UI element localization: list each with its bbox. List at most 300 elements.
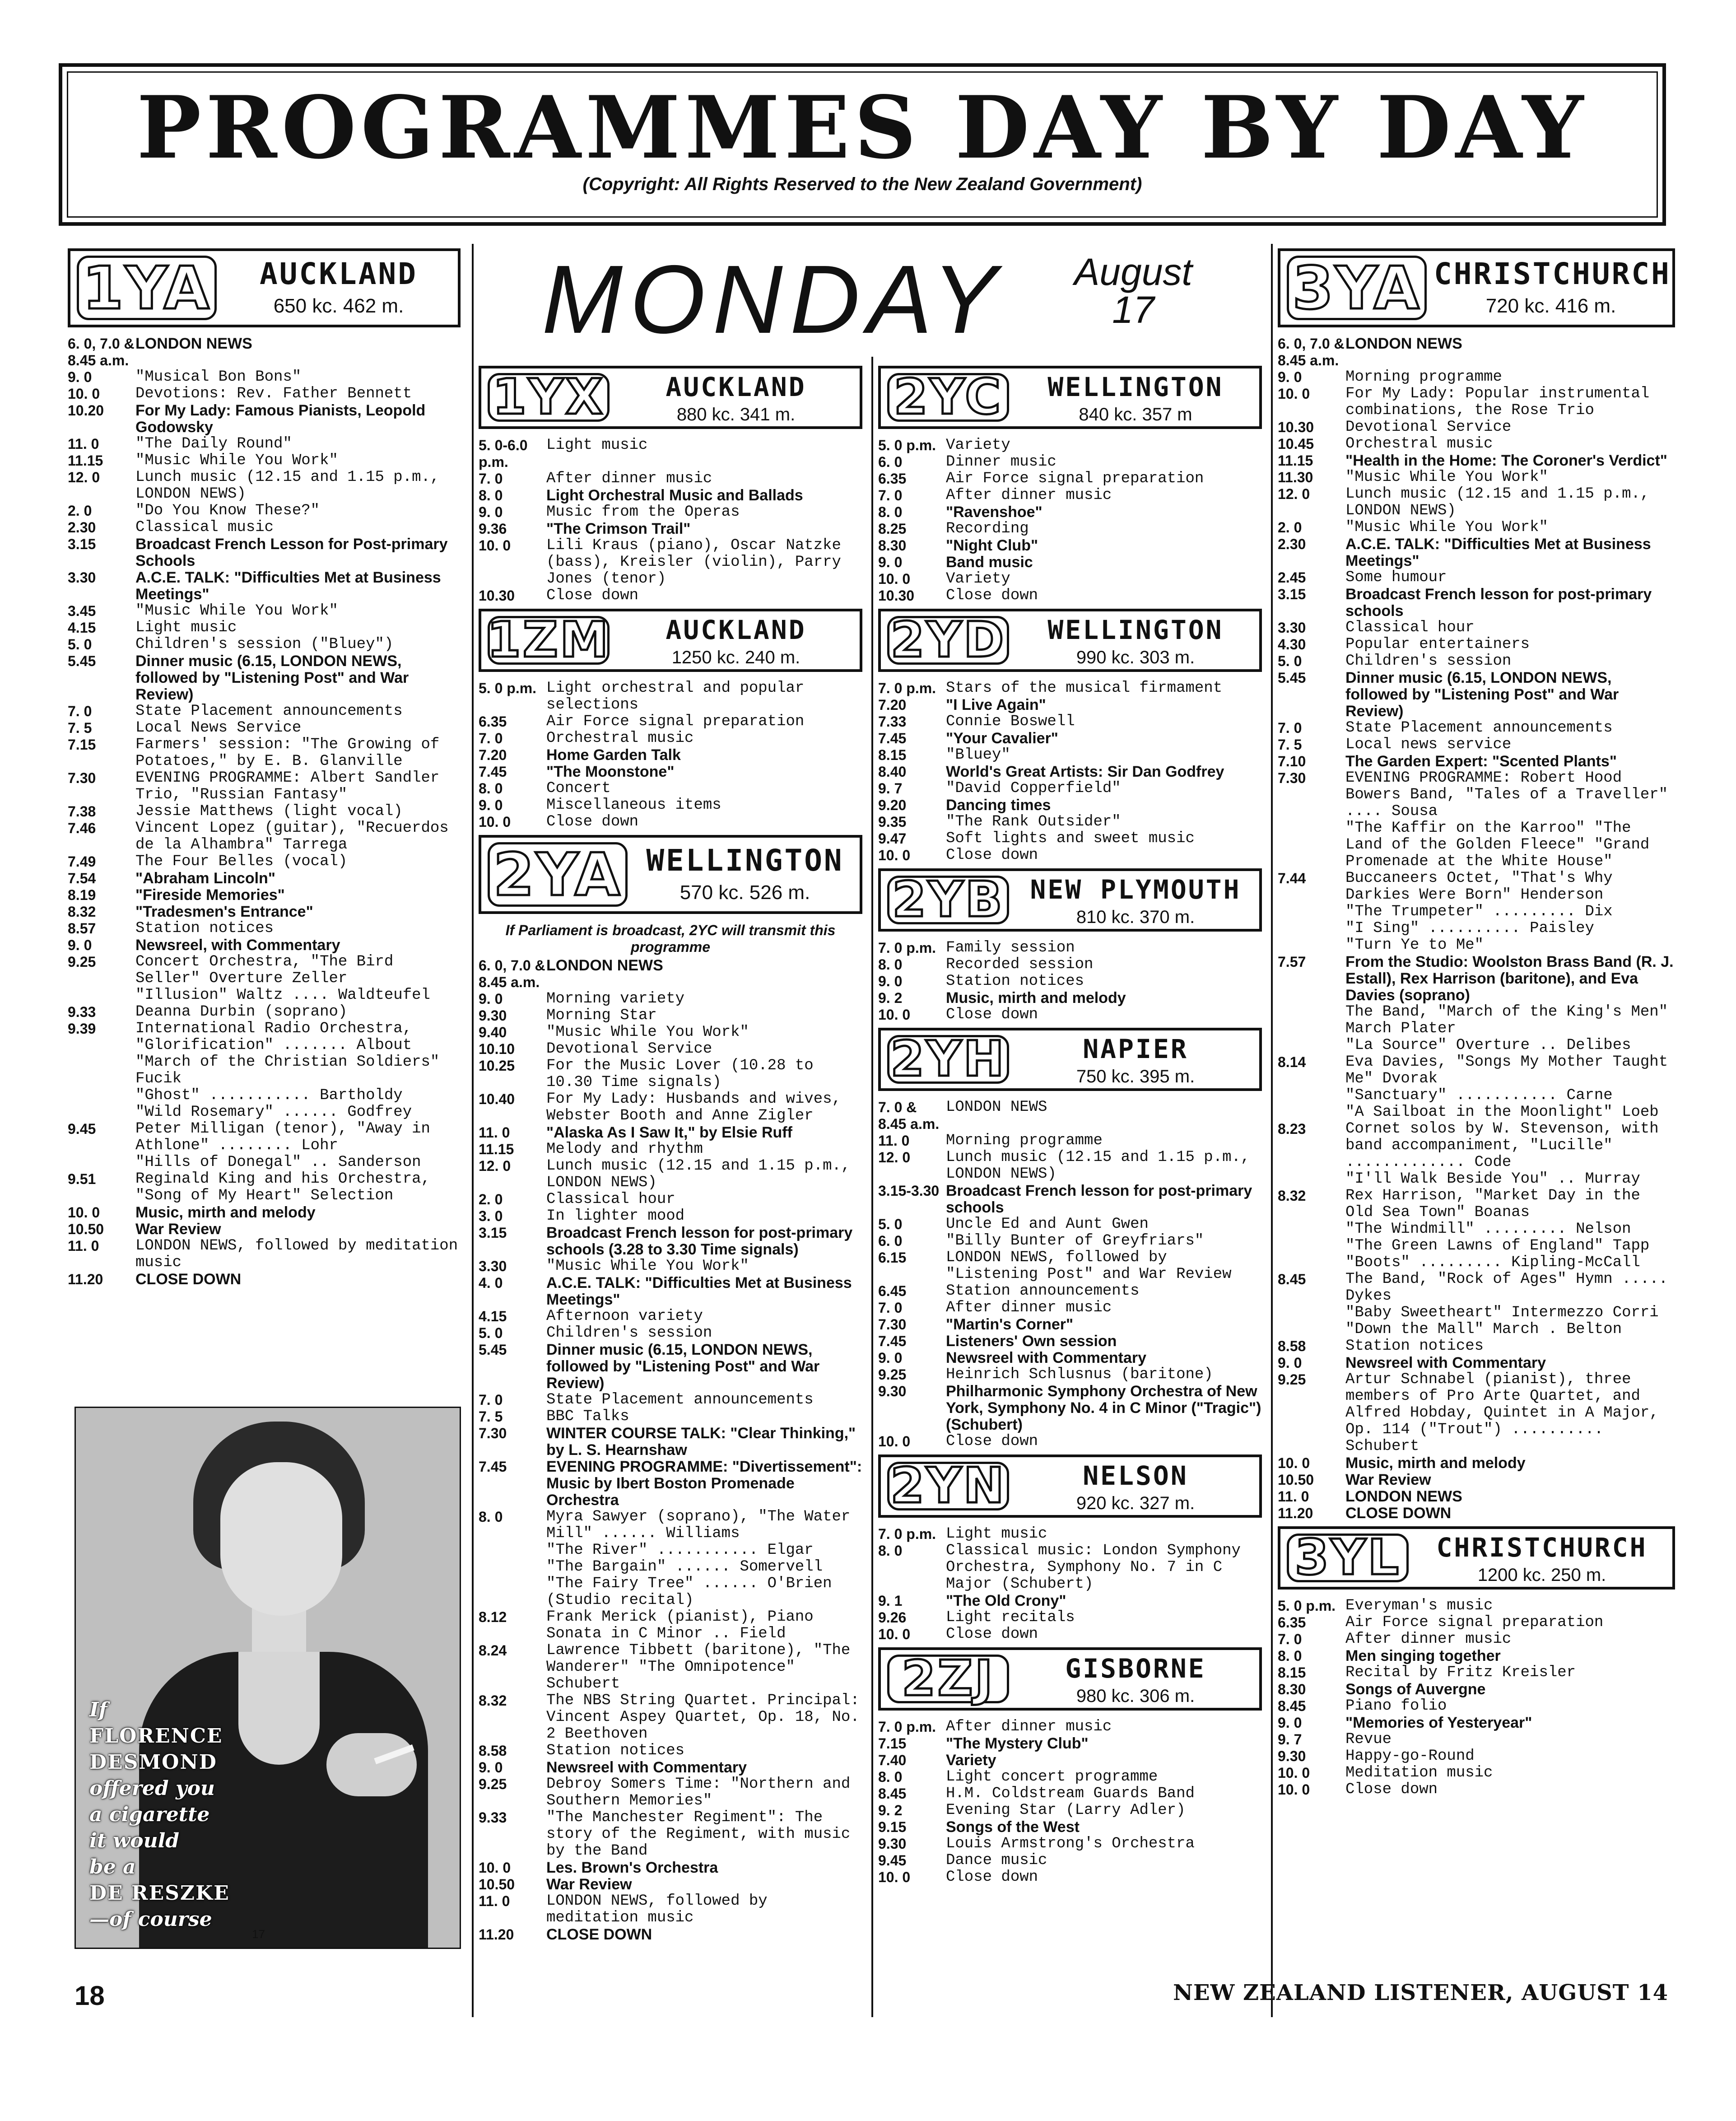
programme-row [68,770,461,803]
programme-title: State Placement announcements [135,703,403,720]
programme-title: Close down [946,587,1038,604]
programme-row [479,1542,862,1559]
programme-title: Connie Boswell [946,713,1075,730]
programme-row [878,1283,1262,1300]
programme-title: Lunch music (12.15 and 1.15 p.m., LONDON NEWS) [546,1157,851,1191]
programme-title: "I Sing" .......... Paisley [1345,920,1594,937]
programme-row [479,1275,862,1308]
programme-row [68,1087,461,1104]
advert-caption [89,1697,238,1933]
programme-time: 10. 0 [1278,1765,1310,1781]
programme-time: 9. 0 [1278,1715,1302,1731]
programme-time [1278,1171,1345,1188]
programme-row [68,703,461,720]
programme-time: 9.25 [878,1366,907,1383]
programme-row [878,1609,1262,1626]
programme-time: 8. 0 [479,487,503,503]
programme-row [878,487,1262,504]
programme-row [878,847,1262,864]
station-frequency: 750 kc. 395 m. [1076,1067,1195,1086]
programme-time: 7.20 [479,747,507,763]
programme-time [1278,1238,1345,1254]
programme-row [1278,737,1675,753]
programme-row [68,803,461,820]
programme-row [68,436,461,452]
programme-title: Close down [546,813,639,830]
programme-time: 7.45 [878,1333,907,1349]
programme-title: Popular entertainers [1345,636,1530,653]
programme-row [68,336,461,369]
programme-row [68,987,461,1004]
programme-time: 6. 0 [878,454,903,470]
programme-time: 10. 0 [68,1204,100,1221]
programme-time: 7. 0 [878,487,903,503]
programme-time: 8.57 [68,920,96,937]
programme-time: 10. 0 [479,537,511,554]
programme-row [878,587,1262,604]
programme-time: 7.49 [68,853,96,870]
programme-time: 2. 0 [1278,519,1302,536]
programme-title: "David Copperfield" [946,780,1121,797]
programme-row [479,1158,862,1191]
programme-row [479,537,862,587]
programme-row [1278,536,1675,569]
station-code-logo: 2YC [887,373,1009,422]
programme-time: 6.15 [878,1249,907,1266]
programme-row [878,1526,1262,1543]
programme-title: "The Crimson Trail" [546,520,691,537]
column-2 [479,361,862,2031]
programme-title: Orchestral music [546,730,694,747]
programme-time: 10. 0 [878,571,911,587]
programme-time [1278,1305,1345,1321]
programme-time: 8.45 [1278,1698,1306,1714]
programme-title: EVENING PROGRAMME: Robert Hood Bowers Band, "Tales of a Traveller" .... Sousa [1345,769,1668,820]
programme-title: Broadcast French lesson for post-primary schools [1345,586,1652,620]
programme-title: Station announcements [946,1282,1140,1300]
programme-row [479,1225,862,1258]
programme-time: 7. 5 [68,720,92,736]
programme-title: "I'll Walk Beside You" .. Murray [1345,1170,1640,1188]
programme-time: 9. 0 [1278,1355,1302,1371]
station-note: If Parliament is broadcast, 2YC will transmit this programme [505,922,836,955]
programme-row [1278,920,1675,937]
programme-row [68,569,461,603]
station-header [1278,1526,1675,1590]
programme-time: 12. 0 [1278,486,1310,502]
programme-title: "Music While You Work" [546,1258,749,1275]
programme-title: LONDON NEWS, followed by meditation music [135,1237,458,1271]
programme-row [878,1183,1262,1216]
programme-time: 8.23 [1278,1121,1306,1137]
programme-time: 8.15 [878,747,907,763]
programme-time: 7. 0 [68,703,92,719]
station-code-logo: 2YD [887,616,1009,665]
programme-time: 5. 0 [68,636,92,653]
programme-time: 9. 0 [479,1759,503,1776]
programme-title: LONDON NEWS [546,957,663,974]
programme-time: 10. 0 [878,847,911,863]
programme-title: Classical hour [546,1191,675,1208]
programme-time: 8.40 [878,764,907,780]
programme-time: 7.54 [68,870,96,886]
programme-row [68,820,461,853]
station-header [1278,248,1675,327]
programme-title: Listeners' Own session [946,1333,1117,1350]
programme-row [1278,670,1675,720]
station-2yb [878,868,1262,1023]
programme-title: Close down [946,1006,1038,1023]
programme-time: 8. 0 [878,1543,903,1559]
station-header [878,366,1262,429]
programme-title: Station notices [135,920,274,937]
programme-row [1278,452,1675,469]
programme-row [1278,1781,1675,1798]
programme-row [878,504,1262,521]
station-city: NEW PLYMOUTH [1030,874,1241,905]
programme-row [878,1383,1262,1433]
programme-time [479,1576,546,1609]
programme-row [479,764,862,780]
programme-title: Close down [546,587,639,604]
station-city: NELSON [1083,1460,1188,1491]
programme-time: 9. 2 [878,990,903,1006]
programme-title: Artur Schnabel (pianist), three members of Pro Arte Quartet, and Alfred Hobday, Quintet in A Major, Op. 114 ("Trout") .......... Schubert [1345,1371,1659,1455]
programme-row [1278,1054,1675,1087]
programme-row [479,1258,862,1275]
station-city: WELLINGTON [1047,615,1224,645]
programme-title: Station notices [1345,1338,1484,1355]
programme-row [479,587,862,604]
programme-title: "The River" ........... Elgar [546,1542,814,1559]
programme-row [479,1392,862,1408]
programme-title: Newsreel with Commentary [946,1349,1147,1366]
programme-row [1278,753,1675,770]
station-3ya [1278,248,1675,1522]
programme-row [878,830,1262,847]
programme-row [1278,1505,1675,1522]
programme-row [1278,1765,1675,1781]
programme-time: 8.58 [1278,1338,1306,1354]
programme-row [878,973,1262,990]
programme-time: 7.57 [1278,954,1306,970]
programme-row [1278,586,1675,620]
programme-title: LONDON NEWS [1345,1488,1462,1505]
programme-time: 10. 0 [878,1869,911,1885]
programme-title: Music, mirth and melody [135,1204,316,1221]
programme-time: 9. 1 [878,1593,903,1609]
programme-title: Myra Sawyer (soprano), "The Water Mill" ...... Williams [546,1508,851,1542]
programme-time: 9. 0 [68,937,92,953]
programme-title: Heinrich Schlusnus (baritone) [946,1366,1213,1383]
programme-title: Songs of the West [946,1818,1080,1836]
programme-row [479,1576,862,1609]
programme-time: 10.40 [479,1091,515,1107]
programme-row [878,1869,1262,1886]
programme-row [68,386,461,402]
programme-time: 7.45 [878,730,907,746]
programme-title: After dinner music [946,487,1112,504]
programme-time: 6.45 [878,1283,907,1299]
programme-time: 12. 0 [878,1149,911,1165]
station-1yx [479,366,862,604]
programme-title: From the Studio: Woolston Brass Band (R. J. Estall), Rex Harrison (baritone), and Eva Davies (soprano) [1345,953,1674,1004]
programme-row [479,1308,862,1325]
column-rule-2 [1271,244,1273,2017]
programme-title: Air Force signal preparation [546,713,805,730]
programme-time: 10.30 [1278,419,1314,435]
programme-row [878,1593,1262,1609]
programme-row [1278,904,1675,920]
programme-time: 9.30 [479,1007,507,1024]
programme-title: Dance music [946,1852,1047,1869]
programme-title: "The Mystery Club" [946,1735,1089,1752]
programme-title: "The Green Lawns of England" Tapp [1345,1237,1650,1254]
column-rule-mid [871,357,873,2017]
programme-row [68,636,461,653]
programme-title: "Wild Rosemary" ...... Godfrey [135,1104,412,1121]
programme-time: 7. 0 [479,730,503,746]
programme-title: "I Live Again" [946,696,1046,713]
programme-title: Dinner music (6.15, LONDON NEWS, followed by "Listening Post" and War Review) [1345,669,1619,720]
programme-time: 9.15 [878,1819,907,1835]
advert-number: 17 [252,1927,265,1941]
programme-row [878,1216,1262,1233]
programme-title: Lili Kraus (piano), Oscar Natzke (bass), Kreisler (violin), Parry Jones (tenor) [546,537,841,587]
programme-time: 11.15 [68,452,103,469]
programme-row [479,1058,862,1091]
programme-time: 10.30 [479,587,515,604]
station-header [878,1454,1262,1518]
programme-time: 8. 0 [1278,1648,1302,1664]
programme-row [68,1004,461,1021]
programme-row [878,1719,1262,1735]
programme-time: 10. 0 [479,814,511,830]
programme-row [878,797,1262,814]
programme-title: LONDON NEWS [946,1099,1047,1116]
programme-title: Broadcast French lesson for post-primary schools [946,1182,1252,1216]
programme-title: EVENING PROGRAMME: "Divertissement": Music by Ibert Boston Promenade Orchestra [546,1458,862,1509]
programme-row [68,1054,461,1087]
programme-row [878,1133,1262,1149]
programme-title: Broadcast French Lesson for Post-primary Schools [135,536,448,569]
programme-row [68,954,461,987]
programme-row [1278,870,1675,904]
programme-row [1278,1171,1675,1188]
advert-line: offered you [89,1777,215,1800]
programme-time: 7. 0 [479,471,503,487]
programme-time: 6.35 [479,713,507,730]
programme-row [1278,1614,1675,1631]
programme-row [878,780,1262,797]
programme-row [479,1208,862,1225]
programme-time: 9.35 [878,814,907,830]
programme-title: In lighter mood [546,1207,685,1225]
programme-row [68,1238,461,1271]
programme-row [1278,569,1675,586]
programme-title: Light music [135,619,237,636]
programme-title: "Ghost" ........... Bartholdy [135,1087,403,1104]
programme-row [1278,1371,1675,1455]
programme-row [479,1893,862,1926]
programme-time: 7.44 [1278,870,1306,886]
programme-title: CLOSE DOWN [1345,1505,1452,1522]
programme-title: Soft lights and sweet music [946,830,1195,847]
programme-row [1278,1087,1675,1104]
programme-row [878,1543,1262,1593]
programme-row [1278,1305,1675,1321]
programme-time: 7.46 [68,820,96,836]
programme-time: 5. 0 [479,1325,503,1341]
programme-time: 7. 0 p.m. [878,1719,936,1735]
programme-title: "Down the Mall" March . Belton [1345,1321,1622,1338]
programme-title: Lawrence Tibbett (baritone), "The Wanderer" "The Omnipotence" Schubert [546,1642,851,1692]
programme-title: WINTER COURSE TALK: "Clear Thinking," by L. S. Hearnshaw [546,1425,856,1459]
programme-time [1278,904,1345,920]
station-code-logo: 3YA [1287,256,1427,320]
programme-time: 9.26 [878,1609,907,1626]
programme-title: "Musical Bon Bons" [135,368,302,386]
programme-title: Newsreel with Commentary [1345,1354,1546,1371]
programme-time: 7.15 [68,737,96,753]
programme-time: 7.38 [68,803,96,820]
programme-title: The Band, "Rock of Ages" Hymn ..... Dykes [1345,1271,1668,1305]
station-city: AUCKLAND [260,256,418,291]
programme-title: Variety [946,570,1010,587]
programme-row [479,1091,862,1124]
station-header [878,1028,1262,1091]
programme-title: A.C.E. TALK: "Difficulties Met at Business Meetings" [546,1274,852,1308]
programme-title: "Fireside Memories" [135,886,285,904]
programme-time: 4.15 [68,620,96,636]
programme-time: 8.24 [479,1642,507,1659]
programme-time: 9.25 [68,954,96,970]
station-city: WELLINGTON [1047,372,1224,402]
advert-line: FLORENCE [89,1725,223,1748]
programme-row [68,937,461,954]
programme-title: Light orchestral and popular selections [546,680,805,713]
programme-row [68,536,461,569]
station-frequency: 650 kc. 462 m. [273,295,404,317]
programme-row [68,1271,461,1288]
programme-title: "Music While You Work" [1345,519,1548,536]
programme-title: Concert Orchestra, "The Bird Seller" Overture Zeller [135,953,394,987]
programme-row [1278,770,1675,820]
programme-title: Band music [946,554,1033,571]
programme-row [1278,1238,1675,1254]
programme-row [1278,469,1675,486]
programme-title: Debroy Somers Time: "Northern and Southern Memories" [546,1776,851,1809]
programme-time: 9.36 [479,521,507,537]
programme-time: 7. 0 & 8.45 a.m. [878,1099,940,1132]
programme-title: "Martin's Corner" [946,1316,1074,1333]
programme-title: State Placement announcements [546,1391,814,1408]
programme-time: 10. 0 [878,1007,911,1023]
advert-line: DESMOND [89,1751,217,1774]
programme-title: Les. Brown's Orchestra [546,1859,718,1876]
programme-title: Light music [546,437,648,454]
station-city: AUCKLAND [666,615,806,645]
station-2zj [878,1647,1262,1886]
programme-title: CLOSE DOWN [546,1926,652,1943]
programme-title: "Music While You Work" [1345,469,1548,486]
programme-time: 7. 0 [1278,1631,1302,1647]
station-frequency: 570 kc. 526 m. [680,881,810,904]
programme-row [68,402,461,436]
programme-time: 7.30 [1278,770,1306,786]
programme-time: 9.51 [68,1171,96,1187]
programme-row [878,764,1262,780]
programme-title: Local News Service [135,719,302,737]
programme-row [1278,937,1675,954]
programme-title: Orchestral music [1345,435,1493,452]
programme-time: 10. 0 [68,386,100,402]
programme-time: 11. 0 [878,1133,910,1149]
programme-title: For the Music Lover (10.28 to 10.30 Time signals) [546,1057,814,1091]
programme-row [479,1860,862,1876]
programme-title: "Music While You Work" [135,602,338,620]
programme-row [68,1104,461,1121]
programme-title: "The Rank Outsider" [946,813,1121,830]
programme-time: 8.45 [878,1785,907,1802]
programme-row [878,1249,1262,1283]
programme-row [1278,720,1675,737]
programme-time: 8.30 [1278,1681,1306,1697]
programme-row [878,747,1262,764]
programme-title: Dinner music (6.15, LONDON NEWS, followed by "Listening Post" and War Review) [135,653,409,703]
advert-line: it would [89,1829,180,1852]
programme-row [878,437,1262,454]
programme-title: "Music While You Work" [546,1024,749,1041]
programme-time: 12. 0 [68,469,100,485]
programme-time: 9.40 [479,1024,507,1040]
station-frequency: 1200 kc. 250 m. [1477,1565,1606,1585]
programme-title: Newsreel with Commentary [546,1759,747,1776]
programme-title: Rex Harrison, "Market Day in the Old Sea Town" Boanas [1345,1187,1640,1221]
programme-title: After dinner music [946,1299,1112,1316]
programme-time: 10. 0 [479,1860,511,1876]
programme-title: "Your Cavalier" [946,730,1058,747]
programme-time: 9.20 [878,797,907,813]
programme-time: 9.45 [878,1852,907,1869]
programme-time [1278,820,1345,870]
programme-title: Home Garden Talk [546,746,681,764]
programme-title: Deanna Durbin (soprano) [135,1003,348,1021]
programme-time: 9. 0 [878,973,903,989]
programme-title: After dinner music [946,1718,1112,1735]
programme-row [878,1626,1262,1643]
programme-time: 11.15 [479,1141,514,1157]
programme-time: 8.14 [1278,1054,1306,1070]
programme-title: Vincent Lopez (guitar), "Recuerdos de la Alhambra" Tarrega [135,820,449,853]
programme-title: Music, mirth and melody [1345,1454,1526,1472]
programme-row [68,1204,461,1221]
programme-time: 3.15 [479,1225,507,1241]
programme-time: 3. 0 [479,1208,503,1224]
programme-title: Lunch music (12.15 and 1.15 p.m., LONDON NEWS) [946,1149,1250,1183]
programme-row [1278,1104,1675,1121]
programme-title: LONDON NEWS, followed by meditation music [546,1893,768,1926]
programme-row [68,887,461,904]
programme-time: 10. 0 [878,1626,911,1642]
programme-title: Dancing times [946,797,1051,814]
programme-time: 2. 0 [479,1191,503,1207]
programme-row [479,487,862,504]
programme-time: 10.20 [68,402,104,419]
programme-title: War Review [1345,1471,1431,1488]
programme-row [68,1154,461,1171]
programme-title: "Alaska As I Saw It," by Elsie Ruff [546,1124,792,1141]
